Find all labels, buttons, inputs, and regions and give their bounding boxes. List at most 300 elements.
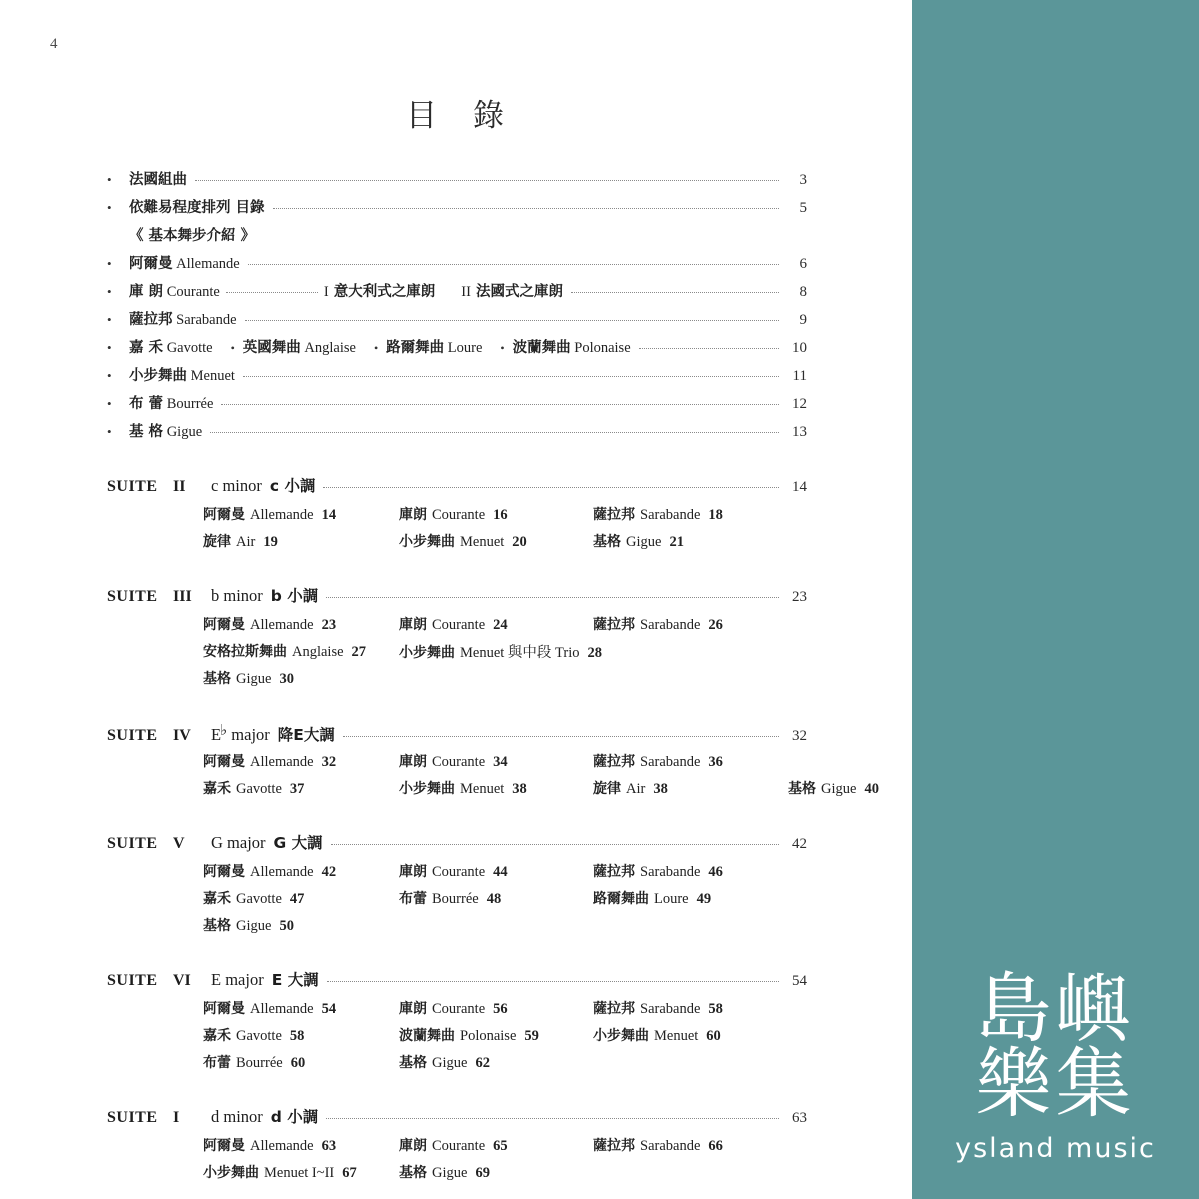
movement-name-cjk: 波蘭舞曲	[399, 1028, 455, 1044]
suite-word: SUITE	[107, 588, 158, 605]
movement-entry[interactable]	[593, 614, 723, 634]
dot-leader	[571, 291, 779, 293]
movement-name-romanized: Gigue	[236, 671, 272, 687]
bullet-icon: •	[107, 200, 112, 215]
suite-key-romanized: E major	[211, 970, 264, 989]
bullet-icon: •	[107, 340, 112, 355]
movement-page-number: 19	[263, 534, 278, 550]
movement-page-number: 20	[512, 534, 527, 550]
courante-variant-1-numeral: I	[323, 284, 329, 300]
movement-name-romanized: Air	[236, 534, 256, 550]
suite-block	[107, 721, 879, 805]
movement-page-number: 24	[493, 617, 508, 633]
movement-row	[107, 1135, 807, 1162]
suite-block	[107, 474, 807, 558]
movement-name-cjk: 薩拉邦	[593, 1001, 635, 1017]
suite-word: SUITE	[107, 835, 158, 852]
dot-leader	[343, 735, 779, 737]
bullet-icon: •	[107, 172, 112, 187]
movement-page-number: 56	[493, 1001, 508, 1017]
movement-row	[107, 504, 807, 531]
movement-name-romanized: Menuet	[654, 1028, 699, 1044]
movement-page-number: 30	[279, 671, 294, 687]
movement-entry[interactable]	[399, 1052, 490, 1072]
movement-name-romanized: Gavotte	[236, 1028, 282, 1044]
movement-page-number: 60	[290, 1055, 306, 1071]
movement-name-cjk: 庫朗	[399, 754, 427, 770]
movement-row	[107, 915, 807, 942]
courante-variants	[220, 280, 563, 301]
movement-entry[interactable]	[399, 888, 501, 908]
movement-entry[interactable]	[399, 861, 508, 881]
movement-entry[interactable]	[203, 861, 336, 881]
movement-name-romanized: Allemande	[250, 864, 314, 880]
movement-entry[interactable]	[593, 504, 723, 524]
bullet-icon: •	[107, 284, 112, 299]
front-matter-list	[107, 168, 807, 448]
movement-entry[interactable]	[593, 998, 723, 1018]
movement-row	[107, 751, 807, 778]
suite-heading[interactable]	[107, 721, 807, 751]
movement-page-number: 67	[342, 1165, 357, 1181]
suite-key-romanized: G major	[211, 833, 266, 852]
toc-entry-cjk: 基 格	[129, 424, 164, 440]
movement-page-number: 32	[321, 754, 337, 770]
movement-entry[interactable]	[593, 751, 723, 771]
movement-page-number: 59	[524, 1028, 539, 1044]
movement-name-cjk: 小步舞曲	[593, 1028, 649, 1044]
suite-block	[107, 584, 807, 695]
toc-entry[interactable]	[107, 168, 807, 196]
movement-name-cjk: 小步舞曲	[399, 645, 455, 661]
movement-name-romanized: Gigue	[432, 1055, 468, 1071]
movement-name-romanized: Gigue	[626, 534, 662, 550]
movement-entry[interactable]	[203, 888, 304, 908]
suite-word: SUITE	[107, 1109, 158, 1126]
brand-panel	[912, 0, 1199, 1199]
movement-name-romanized: Sarabande	[640, 864, 701, 880]
movement-name-romanized: Sarabande	[640, 754, 701, 770]
movement-page-number: 38	[512, 781, 527, 797]
movement-entry[interactable]	[203, 1135, 336, 1155]
toc-entry-romanized: Allemande	[172, 256, 240, 272]
movement-name-romanized: Courante	[432, 864, 486, 880]
suite-number: V	[173, 835, 185, 852]
movement-entry[interactable]	[399, 998, 508, 1018]
page-title	[0, 90, 912, 135]
toc-entry[interactable]	[107, 196, 807, 224]
movement-name-cjk: 阿爾曼	[203, 864, 245, 880]
toc-entry-page-number: 11	[792, 368, 807, 384]
movement-name-cjk: 庫朗	[399, 1138, 427, 1154]
toc-entry-page-number: 12	[792, 396, 807, 412]
movement-name-cjk: 嘉禾	[203, 1028, 231, 1044]
dot-leader	[639, 347, 779, 349]
courante-variant-1: I 意大利式之庫朗	[323, 284, 436, 300]
toc-entry[interactable]	[107, 364, 807, 392]
dot-leader	[210, 431, 779, 433]
dot-leader	[326, 596, 779, 598]
dot-leader	[226, 291, 318, 293]
toc-entry[interactable]	[107, 252, 807, 280]
movement-name-cjk: 嘉禾	[203, 781, 231, 797]
movement-page-number: 36	[708, 754, 723, 770]
movement-entry[interactable]	[399, 504, 508, 524]
suite-key-cjk: d 小調	[270, 1108, 319, 1126]
suite-key-cjk: G 大調	[273, 834, 323, 852]
movement-entry[interactable]	[203, 778, 304, 798]
suite-key-romanized: d minor	[211, 1107, 263, 1126]
movement-name-cjk: 布蕾	[203, 1055, 231, 1071]
toc-entry-label	[129, 252, 240, 273]
movement-row	[107, 1162, 807, 1189]
bullet-icon: •	[107, 396, 112, 411]
movement-name-romanized: Allemande	[250, 507, 314, 523]
dot-leader	[273, 207, 779, 209]
toc-entry-cjk: 阿爾曼	[129, 256, 173, 272]
movement-entry[interactable]	[593, 888, 711, 908]
suite-key-cjk: b 小調	[270, 587, 319, 605]
movement-name-cjk: 布蕾	[399, 891, 427, 907]
suite-key	[211, 831, 323, 853]
movement-name-cjk: 阿爾曼	[203, 754, 245, 770]
page-number: 4	[50, 36, 58, 52]
suite-key	[211, 721, 335, 745]
movement-row	[107, 614, 807, 641]
movement-entry[interactable]	[203, 998, 336, 1018]
movement-name-cjk: 基格	[203, 918, 231, 934]
toc-entry-romanized: Bourrée	[163, 396, 214, 412]
brand-latin-name: ysland music	[955, 1133, 1156, 1164]
movement-page-number: 40	[864, 781, 879, 797]
dot-leader	[248, 263, 779, 265]
suite-page-number: 23	[792, 589, 807, 605]
movement-page-number: 21	[669, 534, 684, 550]
movement-name-romanized: Allemande	[250, 617, 314, 633]
movement-entry[interactable]	[203, 751, 336, 771]
suite-block	[107, 1105, 807, 1189]
toc-body	[107, 168, 879, 1189]
movement-page-number: 34	[493, 754, 508, 770]
movement-name-romanized: Anglaise	[292, 644, 344, 660]
movement-name-romanized: Courante	[432, 1138, 486, 1154]
movement-name-cjk: 薩拉邦	[593, 507, 635, 523]
movement-page-number: 58	[708, 1001, 723, 1017]
movement-page-number: 42	[321, 864, 337, 880]
movement-page-number: 48	[486, 891, 502, 907]
movement-name-cjk: 小步舞曲	[399, 781, 455, 797]
movement-entry[interactable]	[203, 915, 294, 935]
movement-page-number: 27	[351, 644, 367, 660]
suite-number: IV	[173, 727, 191, 745]
toc-entry-label	[129, 308, 237, 329]
page-title-right: 錄	[473, 98, 506, 134]
brand-logo	[912, 964, 1199, 1164]
movement-name-romanized: Menuet	[460, 534, 505, 550]
toc-entry-romanized: Sarabande	[172, 312, 237, 328]
movement-name-cjk: 基格	[788, 781, 816, 797]
suite-word: SUITE	[107, 727, 158, 745]
movement-name-romanized: Menuet I~II	[264, 1165, 335, 1181]
toc-entry-romanized: Gavotte	[163, 340, 213, 356]
toc-entry-page-number: 5	[799, 200, 807, 216]
toc-entry-cjk: 庫 朗	[129, 284, 164, 300]
movement-page-number: 50	[279, 918, 294, 934]
suite-number: I	[173, 1109, 180, 1126]
movement-name-cjk: 庫朗	[399, 864, 427, 880]
toc-entry-cjk: 法國組曲	[129, 172, 187, 188]
toc-entry-page-number: 9	[799, 312, 807, 328]
movement-page-number: 16	[493, 507, 508, 523]
movement-page-number: 44	[493, 864, 508, 880]
movement-name-cjk: 基格	[203, 671, 231, 687]
suite-list	[107, 474, 879, 1189]
movement-name-cjk: 庫朗	[399, 1001, 427, 1017]
gavotte-variant-1-romanized: Anglaise	[300, 340, 356, 356]
suite-heading[interactable]	[107, 1105, 807, 1135]
bullet-icon: •	[373, 341, 379, 355]
bullet-icon: •	[230, 341, 235, 355]
movement-name-romanized: Allemande	[250, 1001, 314, 1017]
movement-entry[interactable]	[399, 641, 602, 662]
toc-entry-romanized: Courante	[163, 284, 220, 300]
movement-name-cjk: 基格	[399, 1055, 427, 1071]
dot-leader	[327, 980, 779, 982]
movement-entry[interactable]	[203, 641, 366, 661]
suite-heading[interactable]	[107, 831, 807, 861]
movement-entry[interactable]	[203, 1162, 357, 1182]
movement-name-romanized: Bourrée	[432, 891, 479, 907]
movement-name-romanized: Air	[626, 781, 646, 797]
movement-page-number: 62	[475, 1055, 490, 1071]
toc-entry-page-number: 8	[799, 284, 807, 300]
movement-name-romanized: Sarabande	[640, 1138, 701, 1154]
suite-heading[interactable]	[107, 474, 807, 504]
suite-page-number: 14	[792, 479, 807, 495]
toc-entry-page-number: 10	[792, 340, 807, 356]
movement-page-number: 47	[289, 891, 305, 907]
movement-name-romanized: Gavotte	[236, 781, 282, 797]
toc-entry[interactable]	[107, 308, 807, 336]
toc-entry[interactable]	[107, 420, 807, 448]
gavotte-variant-3-romanized: Polonaise	[570, 340, 631, 356]
suite-heading[interactable]	[107, 584, 807, 614]
movement-row	[107, 668, 807, 695]
movement-entry[interactable]	[399, 1162, 490, 1182]
gavotte-variant-2: 路爾舞曲 Loure	[386, 340, 483, 356]
movement-name-romanized: Courante	[432, 754, 486, 770]
movement-entry[interactable]	[788, 778, 879, 798]
toc-entry-label	[129, 280, 220, 301]
movement-name-romanized: Allemande	[250, 1138, 314, 1154]
movement-name-cjk: 阿爾曼	[203, 617, 245, 633]
suite-key	[211, 1105, 318, 1127]
dot-leader	[326, 1117, 779, 1119]
movement-page-number: 69	[475, 1165, 490, 1181]
brand-name-line2: 樂集	[975, 1038, 1136, 1128]
toc-entry[interactable]	[107, 392, 807, 420]
movement-entry[interactable]	[203, 668, 294, 688]
movement-name-cjk: 薩拉邦	[593, 617, 635, 633]
movement-row	[107, 778, 879, 805]
suite-key-cjk: 降E大調	[277, 726, 335, 745]
movement-name-cjk: 阿爾曼	[203, 1001, 245, 1017]
movement-name-cjk: 旋律	[203, 534, 231, 550]
movement-page-number: 65	[493, 1138, 508, 1154]
movement-name-romanized: Gigue	[821, 781, 857, 797]
movement-name-cjk: 庫朗	[399, 617, 427, 633]
toc-entry-page-number: 13	[792, 424, 807, 440]
movement-page-number: 60	[706, 1028, 721, 1044]
movement-name-cjk: 小步舞曲	[203, 1165, 259, 1181]
movement-name-romanized: Gavotte	[236, 891, 282, 907]
movement-page-number: 37	[289, 781, 305, 797]
movement-entry[interactable]	[593, 1135, 723, 1155]
movement-page-number: 49	[696, 891, 712, 907]
toc-entry-romanized: Gigue	[163, 424, 203, 440]
dot-leader	[243, 375, 779, 377]
movement-row	[107, 1052, 807, 1079]
movement-row	[107, 888, 807, 915]
movement-page-number: 28	[587, 645, 602, 661]
courante-variant-2: II 法國式之庫朗	[461, 284, 563, 300]
bullet-icon: •	[107, 256, 112, 271]
suite-block	[107, 968, 807, 1079]
movement-page-number: 46	[708, 864, 723, 880]
movement-entry[interactable]	[399, 778, 527, 798]
movement-name-romanized: Loure	[654, 891, 689, 907]
movement-name-romanized: Sarabande	[640, 1001, 701, 1017]
movement-page-number: 14	[321, 507, 337, 523]
dot-leader	[221, 403, 779, 405]
movement-entry[interactable]	[399, 1025, 539, 1045]
movement-entry[interactable]	[399, 751, 508, 771]
movement-entry[interactable]	[203, 1052, 305, 1072]
toc-entry-page-number: 3	[799, 172, 807, 188]
movement-name-cjk: 薩拉邦	[593, 1138, 635, 1154]
movement-name-cjk: 阿爾曼	[203, 507, 245, 523]
suite-number: VI	[173, 972, 191, 989]
movement-entry[interactable]	[203, 531, 278, 551]
toc-entry-label	[129, 364, 235, 385]
suite-number: III	[173, 588, 192, 605]
toc-entry-label	[129, 168, 187, 189]
movement-page-number: 58	[289, 1028, 305, 1044]
toc-entry[interactable]	[107, 280, 807, 308]
movement-row	[107, 861, 807, 888]
dot-leader	[323, 486, 779, 488]
dot-leader	[195, 179, 779, 181]
toc-entry-label	[129, 392, 213, 413]
movement-name-cjk: 基格	[593, 534, 621, 550]
movement-page-number: 54	[321, 1001, 337, 1017]
movement-name-cjk: 嘉禾	[203, 891, 231, 907]
movement-page-number: 63	[321, 1138, 337, 1154]
suite-page-number: 32	[792, 728, 807, 745]
movement-entry[interactable]	[203, 504, 336, 524]
movement-name-cjk: 薩拉邦	[593, 864, 635, 880]
suite-heading[interactable]	[107, 968, 807, 998]
movement-entry[interactable]	[399, 1135, 508, 1155]
suite-word: SUITE	[107, 478, 158, 495]
movement-entry[interactable]	[203, 614, 336, 634]
movement-entry[interactable]	[593, 861, 723, 881]
movement-entry[interactable]	[203, 1025, 304, 1045]
movement-name-romanized: Bourrée	[236, 1055, 283, 1071]
toc-subheading: 《 基本舞步介紹 》	[129, 228, 256, 244]
movement-name-romanized: Sarabande	[640, 507, 701, 523]
movement-entry[interactable]	[593, 778, 668, 798]
toc-entry-cjk: 布 蕾	[129, 396, 164, 412]
movement-row	[107, 641, 807, 668]
movement-name-cjk: 路爾舞曲	[593, 891, 649, 907]
suite-page-number: 42	[792, 836, 807, 852]
gavotte-variants	[213, 336, 631, 357]
movement-name-romanized: Allemande	[250, 754, 314, 770]
toc-entry-cjk: 依難易程度排列 目錄	[129, 200, 265, 216]
toc-entry-label	[129, 196, 265, 217]
toc-entry-romanized: Menuet	[187, 368, 235, 384]
brand-name-line1: 島嶼	[975, 964, 1136, 1054]
movement-name-romanized: Polonaise	[460, 1028, 517, 1044]
suite-key-cjk: E 大調	[271, 971, 319, 989]
bullet-icon: •	[500, 341, 505, 355]
toc-entry[interactable]	[107, 336, 807, 364]
gavotte-variant-1: 英國舞曲 Anglaise	[242, 340, 356, 356]
toc-entry-page-number: 6	[799, 256, 807, 272]
courante-variant-2-numeral: II	[461, 284, 471, 300]
toc-entry-cjk: 薩拉邦	[129, 312, 173, 328]
movement-row	[107, 998, 807, 1025]
suite-key	[211, 584, 318, 606]
movement-name-cjk: 安格拉斯舞曲	[203, 644, 287, 660]
suite-block	[107, 831, 807, 942]
dot-leader	[245, 319, 779, 321]
movement-entry[interactable]	[593, 1025, 721, 1045]
gavotte-variant-3: 波蘭舞曲 Polonaise	[512, 340, 631, 356]
suite-page-number: 63	[792, 1110, 807, 1126]
toc-entry-label	[129, 336, 213, 357]
gavotte-variant-2-romanized: Loure	[444, 340, 483, 356]
suite-word: SUITE	[107, 972, 158, 989]
suite-key-cjk: c 小調	[269, 477, 316, 495]
suite-key-romanized: b minor	[211, 586, 263, 605]
movement-row	[107, 531, 807, 558]
suite-key-romanized: c minor	[211, 476, 262, 495]
movement-page-number: 66	[708, 1138, 723, 1154]
movement-page-number: 26	[708, 617, 723, 633]
bullet-icon: •	[107, 424, 112, 439]
bullet-icon: •	[107, 312, 112, 327]
movement-row	[107, 1025, 807, 1052]
movement-name-cjk: 庫朗	[399, 507, 427, 523]
toc-entry-label	[129, 420, 202, 441]
bullet-icon: •	[107, 368, 112, 383]
movement-entry[interactable]	[593, 531, 684, 551]
toc-entry-cjk: 小步舞曲	[129, 368, 187, 384]
movement-name-romanized: Courante	[432, 1001, 486, 1017]
movement-name-romanized: Sarabande	[640, 617, 701, 633]
movement-entry[interactable]	[399, 614, 508, 634]
movement-page-number: 18	[708, 507, 723, 523]
movement-entry[interactable]	[399, 531, 527, 551]
movement-page-number: 38	[653, 781, 668, 797]
movement-name-romanized: Menuet 與中段 Trio	[460, 645, 580, 661]
movement-page-number: 23	[321, 617, 337, 633]
suite-key	[211, 968, 319, 990]
movement-name-romanized: Gigue	[432, 1165, 468, 1181]
page-title-left: 目	[406, 98, 439, 134]
